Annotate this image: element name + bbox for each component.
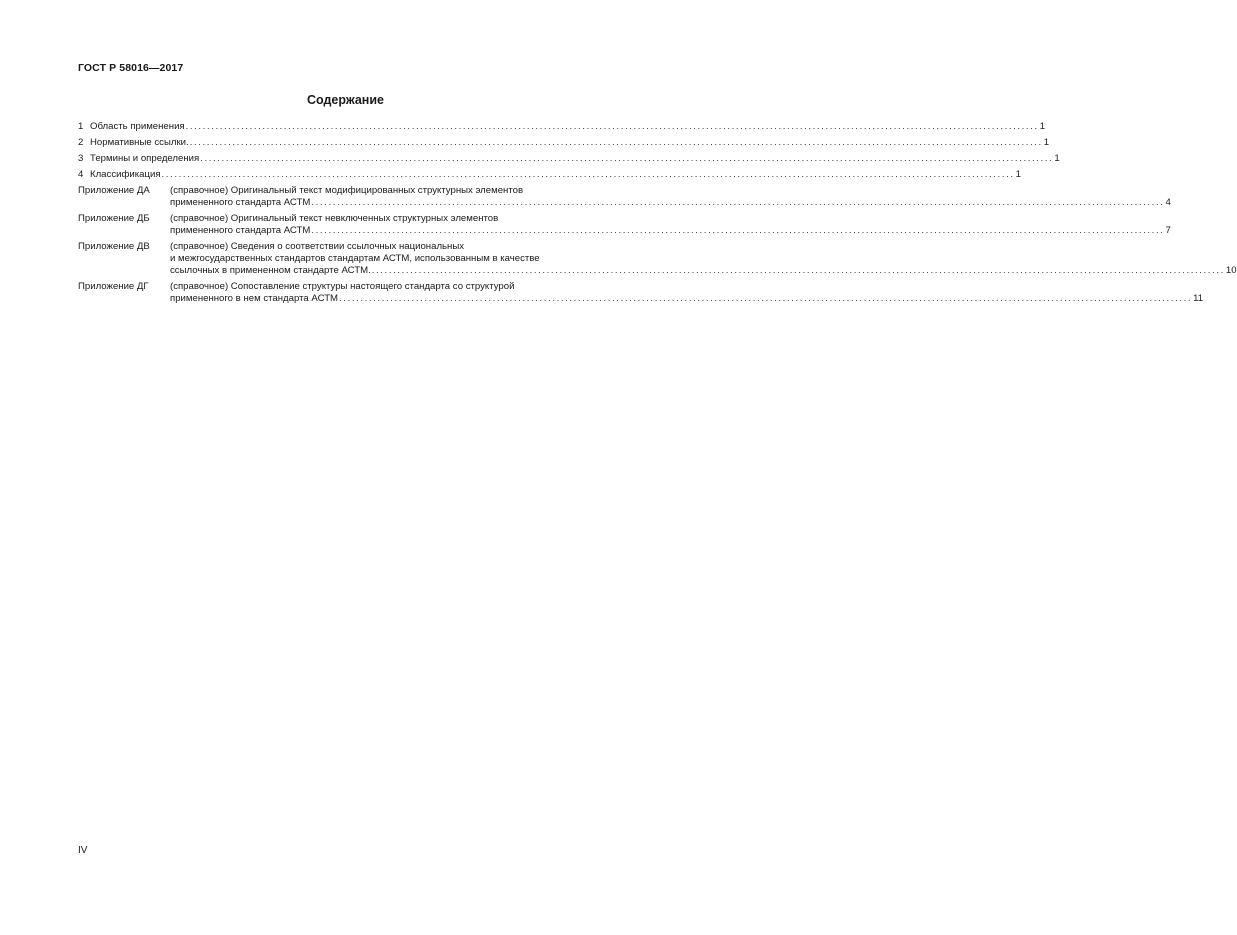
toc-leader-dots: ........................................................................................................................................................................................................ — [185, 121, 1039, 132]
toc-leader-dots: ........................................................................................................................................................................................................ — [161, 169, 1015, 180]
toc-section-number: 1 — [78, 121, 84, 132]
table-of-contents — [78, 121, 1237, 309]
toc-leader-dots: ........................................................................................................................................................................................................ — [339, 293, 1193, 304]
toc-appendix-entry[interactable] — [78, 241, 1237, 277]
toc-appendix-prefix: Приложение ДВ — [78, 241, 150, 252]
toc-section-number: 3 — [78, 153, 84, 164]
toc-leader-dots: ........................................................................................................................................................................................................ — [371, 265, 1225, 276]
toc-leader-dots: ........................................................................................................................................................................................................ — [200, 153, 1054, 164]
toc-appendix-line: и межгосударственных стандартов стандартам АСТМ, использованным в качестве — [170, 253, 540, 264]
toc-leader-dots: ........................................................................................................................................................................................................ — [311, 225, 1165, 236]
toc-appendix-prefix: Приложение ДБ — [78, 213, 150, 224]
toc-appendix-entry[interactable] — [78, 185, 1171, 209]
toc-section-title: Классификация — [90, 169, 161, 180]
toc-appendix-last-line: примененного в нем стандарта АСТМ — [170, 293, 339, 304]
page-title: Содержание — [306, 93, 384, 107]
toc-appendices — [78, 185, 1237, 305]
toc-section-number: 4 — [78, 169, 84, 180]
toc-page-number: 1 — [1054, 153, 1060, 164]
toc-appendix-prefix: Приложение ДГ — [78, 281, 149, 292]
toc-section-title: Область применения — [90, 121, 185, 132]
toc-section-entry[interactable] — [78, 137, 1050, 149]
toc-section-entry[interactable] — [78, 169, 1021, 181]
toc-appendix-last-line: примененного стандарта АСТМ — [170, 197, 311, 208]
toc-section-entry[interactable] — [78, 153, 1060, 165]
toc-leader-dots: ........................................................................................................................................................................................................ — [311, 197, 1165, 208]
toc-section-number: 2 — [78, 137, 84, 148]
toc-section-title: Нормативные ссылки. — [90, 137, 189, 148]
toc-sections — [78, 121, 1060, 181]
toc-page-number: 1 — [1043, 137, 1050, 148]
toc-page-number: 1 — [1015, 169, 1021, 180]
toc-appendix-line: (справочное) Сведения о соответствии ссылочных национальных — [170, 241, 465, 252]
toc-page-number: 7 — [1165, 225, 1171, 236]
toc-appendix-prefix: Приложение ДА — [78, 185, 150, 196]
toc-page-number: 10 — [1225, 265, 1237, 276]
toc-section-title: Термины и определения — [90, 153, 200, 164]
toc-appendix-line: (справочное) Оригинальный текст модифицированных структурных элементов — [170, 185, 524, 196]
toc-section-entry[interactable] — [78, 121, 1046, 133]
toc-page-number: 4 — [1165, 197, 1171, 208]
toc-appendix-line: (справочное) Сопоставление структуры настоящего стандарта со структурой — [170, 281, 515, 292]
toc-appendix-line: (справочное) Оригинальный текст невключенных структурных элементов — [170, 213, 499, 224]
document-code: ГОСТ Р 58016—2017 — [78, 62, 184, 74]
toc-appendix-last-line: ссылочных в примененном стандарте АСТМ. — [170, 265, 371, 276]
toc-leader-dots: ........................................................................................................................................................................................................ — [189, 137, 1043, 148]
toc-page-number: 11 — [1193, 293, 1204, 304]
toc-appendix-entry[interactable] — [78, 213, 1171, 237]
toc-appendix-last-line: примененного стандарта АСТМ — [170, 225, 311, 236]
toc-page-number: 1 — [1039, 121, 1046, 132]
toc-appendix-entry[interactable] — [78, 281, 1204, 305]
page-number-footer: IV — [78, 845, 88, 856]
